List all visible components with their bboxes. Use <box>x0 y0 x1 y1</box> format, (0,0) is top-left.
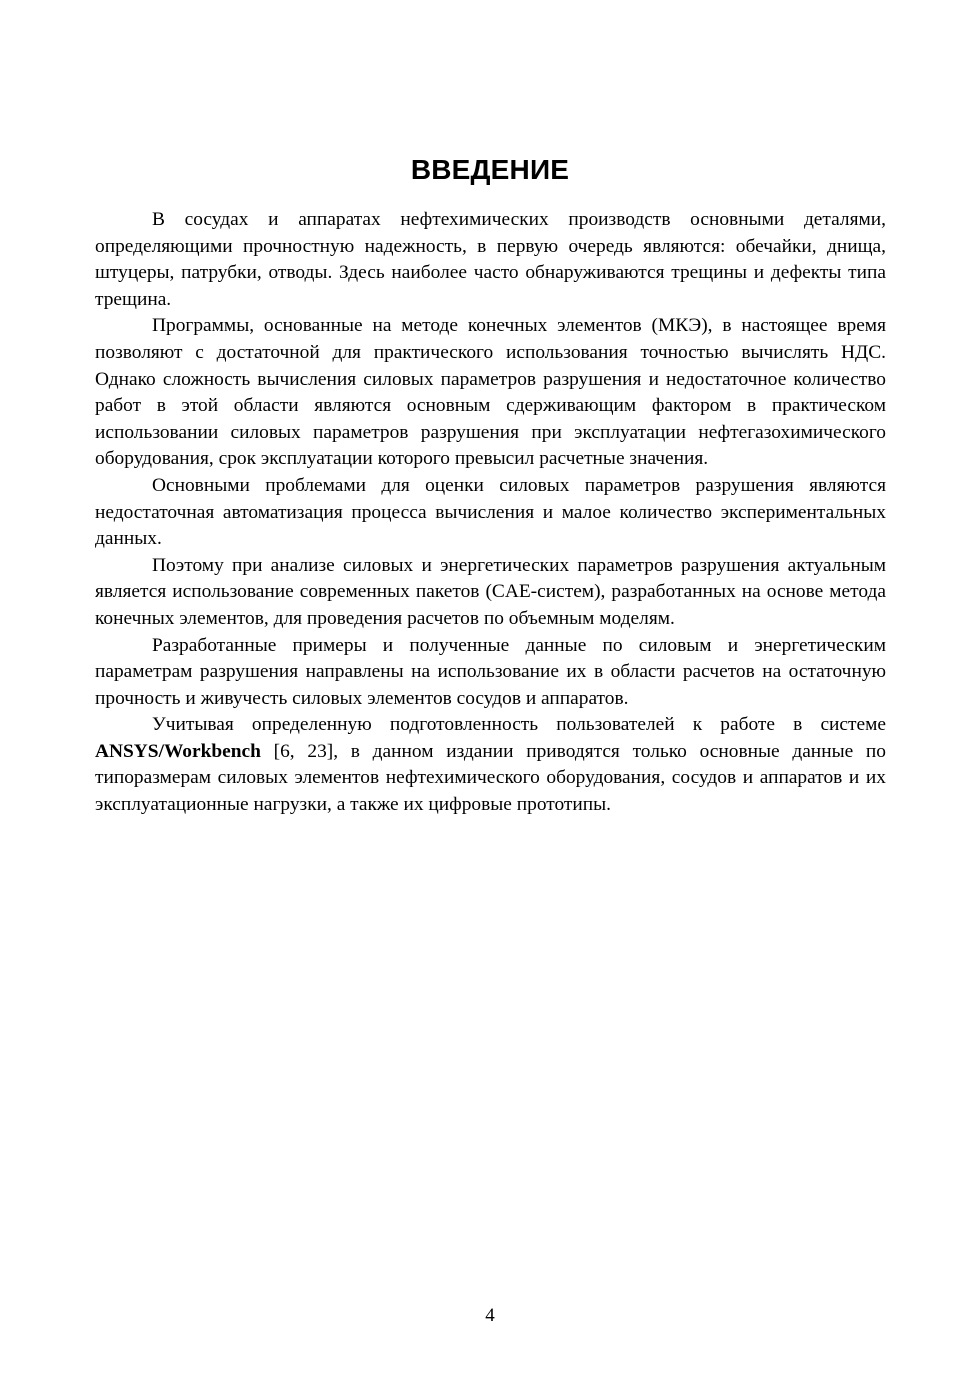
paragraph-5: Разработанные примеры и полученные данные по силовым и энергетическим параметрам разрушения направлены на использование их в области расчетов на остаточную прочность и живучесть силовых элементов сосудов и аппаратов. <box>95 634 886 709</box>
paragraph-6 <box>95 712 886 818</box>
paragraph-1: В сосудах и аппаратах нефтехимических производств основными деталями, определяющими прочностную надежность, в первую очередь являются: обечайки, днища, штуцеры, патрубки, отводы. Здесь наиболее часто обнаруживаются трещины и дефекты типа трещина. <box>95 209 886 310</box>
software-name: ANSYS/Workbench <box>95 740 261 762</box>
paragraph-2: Программы, основанные на методе конечных элементов (МКЭ), в настоящее время позволяют с достаточной для практического использования точностью вычислять НДС. Однако сложность вычисления силовых параметров разрушения и недостаточное количество работ в этой области являются основным сдерживающим фактором в практическом использовании силовых параметров разрушения при эксплуатации нефтегазохимического оборудования, срок эксплуатации которого превысил расчетные значения. <box>95 315 886 470</box>
paragraph-3: Основными проблемами для оценки силовых параметров разрушения являются недостаточная автоматизация процесса вычисления и малое количество экспериментальных данных. <box>95 474 886 550</box>
page-number: 4 <box>485 1305 495 1326</box>
paragraph-6-start: Учитывая определенную подготовленность пользователей к работе в системе <box>152 714 886 736</box>
page-title: ВВЕДЕНИЕ <box>410 154 570 185</box>
paragraph-4: Поэтому при анализе силовых и энергетических параметров разрушения актуальным является использование современных пакетов (CAE-систем), разработанных на основе метода конечных элементов, для проведения расчетов по объемным моделям. <box>95 554 886 629</box>
paragraph-6-end: [6, 23], в данном издании приводятся только основные данные по типоразмерам силовых элементов нефтехимического оборудования, сосудов и аппаратов и их эксплуатационные нагрузки, а также их цифровые прототипы. <box>95 740 886 816</box>
introduction-body <box>95 207 886 819</box>
